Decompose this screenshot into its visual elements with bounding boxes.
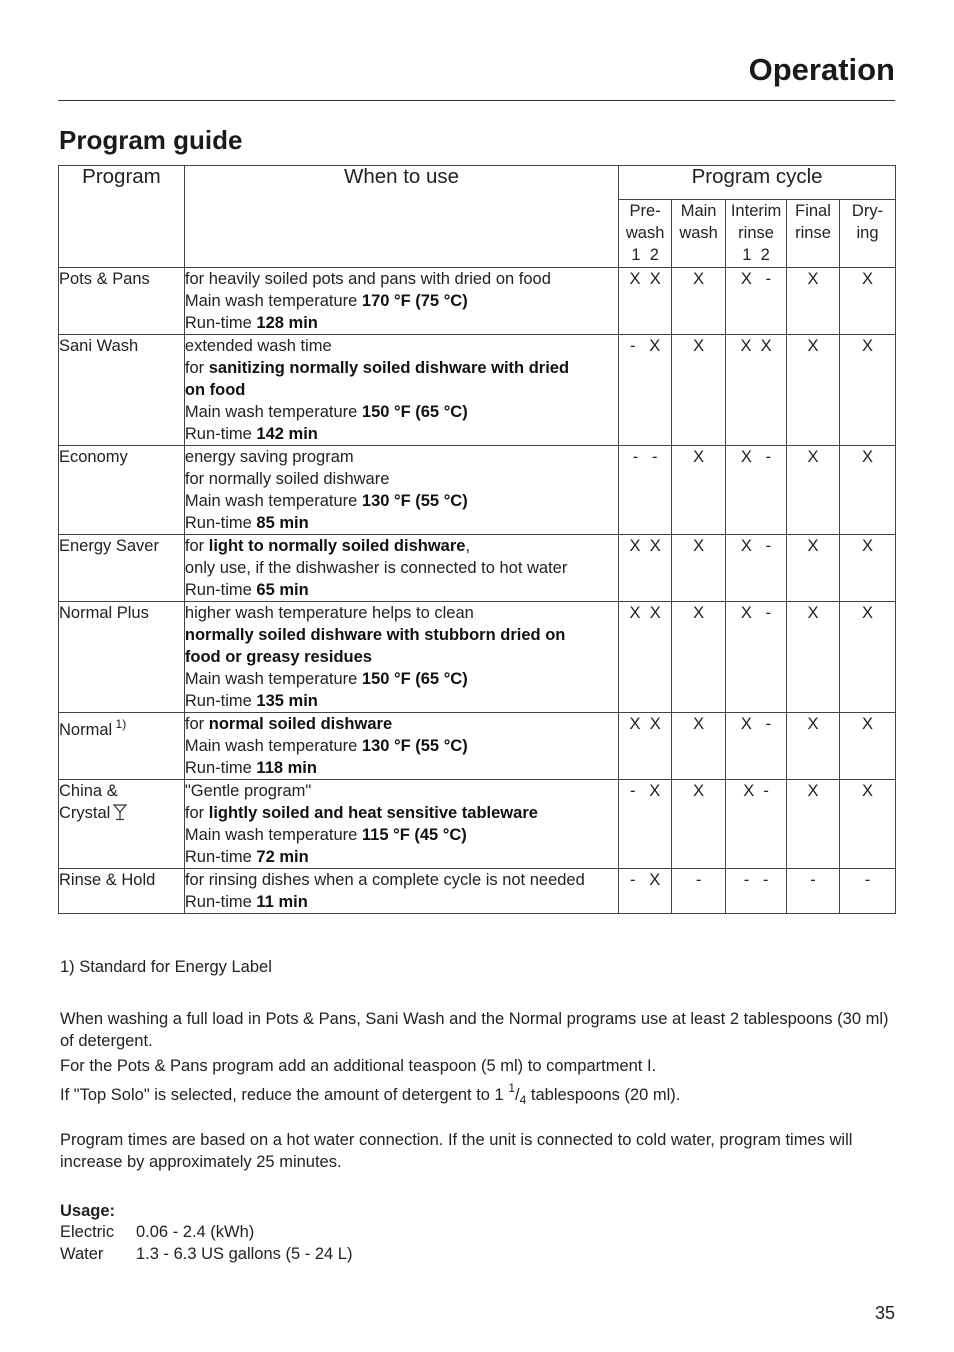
- final-rinse-mark: X: [787, 602, 840, 713]
- when-to-use-cell: for rinsing dishes when a complete cycle is not needed Run-time 11 min: [184, 869, 618, 914]
- drying-mark: X: [840, 535, 896, 602]
- prewash-mark: - X: [619, 780, 672, 869]
- prewash-mark: X X: [619, 602, 672, 713]
- when-to-use-cell: extended wash time for sanitizing normally soiled dishware with dried on food Main wash temperature 150 °F (65 °C) Run-time 142 min: [184, 335, 618, 446]
- program-name-cell: Economy: [59, 446, 185, 535]
- section-title: Program guide: [59, 125, 243, 155]
- prewash-mark: - X: [619, 869, 672, 914]
- main-wash-mark: X: [672, 780, 726, 869]
- main-wash-mark: X: [672, 602, 726, 713]
- when-to-use-cell: higher wash temperature helps to clean normally soiled dishware with stubborn dried on food or greasy residues Main wash temperature 150 °F (65 °C) Run-time 135 min: [184, 602, 618, 713]
- header-divider: [58, 100, 895, 101]
- drying-mark: X: [840, 780, 896, 869]
- program-name-cell: Normal Plus: [59, 602, 185, 713]
- final-rinse-mark: X: [787, 535, 840, 602]
- program-times-paragraph: Program times are based on a hot water connection. If the unit is connected to cold water, program times will increase by approximately 25 minutes.: [60, 1131, 853, 1171]
- table-row: [59, 535, 896, 602]
- interim-rinse-mark: X -: [726, 602, 787, 713]
- header-main-wash: Main wash: [672, 200, 726, 268]
- header-when-to-use: When to use: [184, 166, 618, 268]
- final-rinse-mark: -: [787, 869, 840, 914]
- usage-water: Water 1.3 - 6.3 US gallons (5 - 24 L): [60, 1245, 353, 1263]
- prewash-mark: - X: [619, 335, 672, 446]
- main-wash-mark: X: [672, 446, 726, 535]
- interim-rinse-mark: X -: [726, 713, 787, 780]
- detergent-paragraph: When washing a full load in Pots & Pans, Sani Wash and the Normal programs use at least 2 tablespoons (30 ml) of detergent.: [60, 1010, 889, 1050]
- program-name-cell: Energy Saver: [59, 535, 185, 602]
- drying-mark: X: [840, 335, 896, 446]
- prewash-mark: X X: [619, 535, 672, 602]
- prewash-mark: - -: [619, 446, 672, 535]
- final-rinse-mark: X: [787, 446, 840, 535]
- table-row: [59, 335, 896, 446]
- final-rinse-mark: X: [787, 713, 840, 780]
- interim-rinse-mark: X X: [726, 335, 787, 446]
- program-name-cell: China & Crystal: [59, 780, 185, 869]
- when-to-use-cell: energy saving program for normally soiled dishware Main wash temperature 130 °F (55 °C) Run-time 85 min: [184, 446, 618, 535]
- main-wash-mark: X: [672, 713, 726, 780]
- when-to-use-cell: for normal soiled dishware Main wash temperature 130 °F (55 °C) Run-time 118 min: [184, 713, 618, 780]
- header-prewash: Pre- wash 1 2: [619, 200, 672, 268]
- interim-rinse-mark: X -: [726, 446, 787, 535]
- header-program-cycle: Program cycle: [619, 166, 896, 200]
- interim-rinse-mark: X -: [726, 535, 787, 602]
- header-final-rinse: Final rinse: [787, 200, 840, 268]
- prewash-mark: X X: [619, 713, 672, 780]
- footnote: 1) Standard for Energy Label: [60, 958, 272, 976]
- table-row: [59, 602, 896, 713]
- interim-rinse-mark: - -: [726, 869, 787, 914]
- table-row: [59, 780, 896, 869]
- wine-glass-icon: [112, 804, 128, 827]
- final-rinse-mark: X: [787, 335, 840, 446]
- drying-mark: X: [840, 268, 896, 335]
- drying-mark: X: [840, 446, 896, 535]
- program-name-cell: Pots & Pans: [59, 268, 185, 335]
- drying-mark: X: [840, 602, 896, 713]
- program-name-cell: Rinse & Hold: [59, 869, 185, 914]
- when-to-use-cell: "Gentle program" for lightly soiled and heat sensitive tableware Main wash temperature 115 °F (45 °C) Run-time 72 min: [184, 780, 618, 869]
- header-drying: Dry- ing: [840, 200, 896, 268]
- interim-rinse-mark: X -: [726, 780, 787, 869]
- header-program: Program: [59, 166, 185, 268]
- table-row: [59, 446, 896, 535]
- drying-mark: -: [840, 869, 896, 914]
- page-number: 35: [874, 1303, 895, 1323]
- interim-rinse-mark: X -: [726, 268, 787, 335]
- drying-mark: X: [840, 713, 896, 780]
- header-interim-rinse: Interim rinse 1 2: [726, 200, 787, 268]
- table-row: [59, 268, 896, 335]
- main-wash-mark: -: [672, 869, 726, 914]
- usage-title: Usage:: [60, 1202, 116, 1220]
- main-wash-mark: X: [672, 268, 726, 335]
- program-guide-table: [58, 165, 896, 914]
- table-row: [59, 713, 896, 780]
- main-wash-mark: X: [672, 535, 726, 602]
- when-to-use-cell: for heavily soiled pots and pans with dried on food Main wash temperature 170 °F (75 °C) Run-time 128 min: [184, 268, 618, 335]
- pots-pans-paragraph: For the Pots & Pans program add an additional teaspoon (5 ml) to compartment I.: [60, 1057, 657, 1075]
- table-row: [59, 869, 896, 914]
- main-wash-mark: X: [672, 335, 726, 446]
- program-name-cell: Normal $^{1)}$: [59, 713, 185, 780]
- page-header-title: Operation: [748, 52, 895, 87]
- final-rinse-mark: X: [787, 780, 840, 869]
- usage-electric: Electric 0.06 - 2.4 (kWh): [60, 1223, 255, 1241]
- when-to-use-cell: for light to normally soiled dishware, only use, if the dishwasher is connected to hot water Run-time 65 min: [184, 535, 618, 602]
- prewash-mark: X X: [619, 268, 672, 335]
- final-rinse-mark: X: [787, 268, 840, 335]
- program-name-cell: Sani Wash: [59, 335, 185, 446]
- top-solo-paragraph: If "Top Solo" is selected, reduce the amount of detergent to 1 $^1/_4$ tablespoons (20 ml).: [60, 1081, 681, 1107]
